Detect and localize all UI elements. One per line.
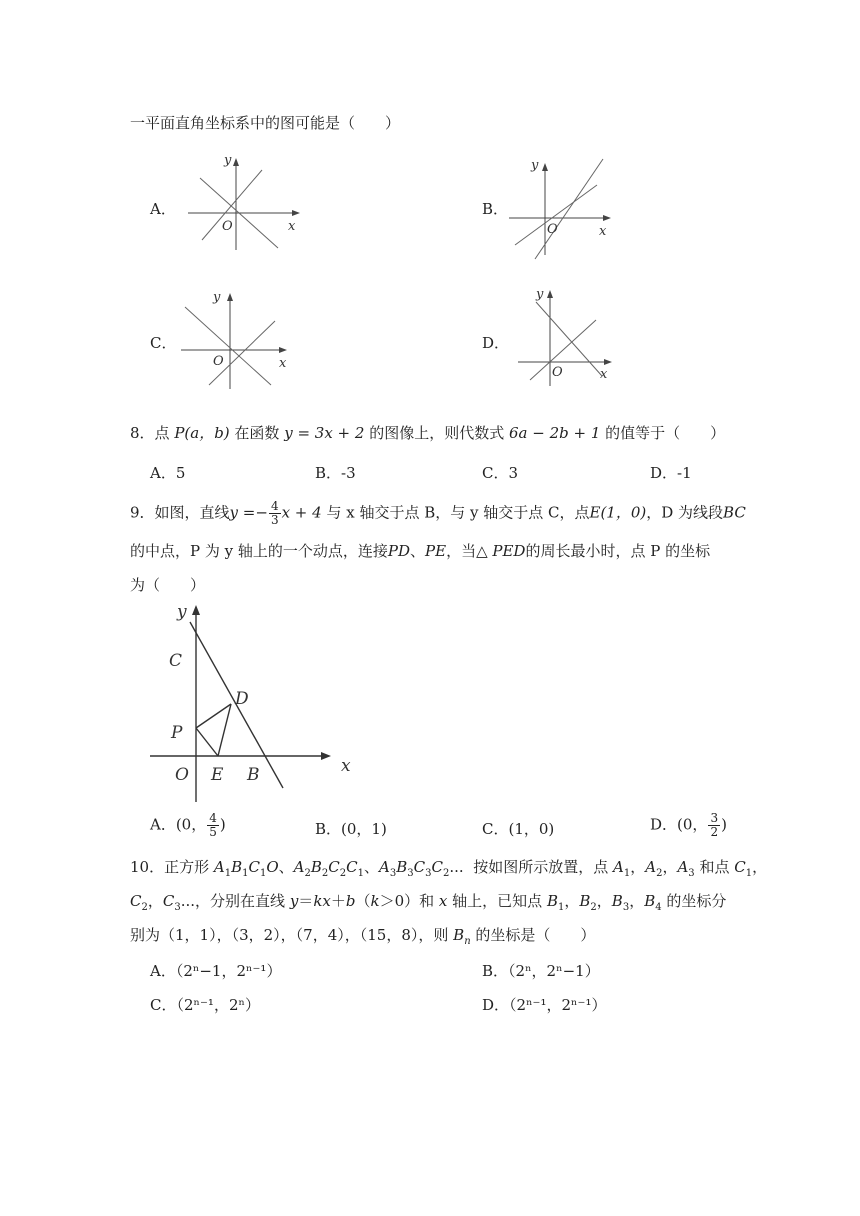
q7-c-y-label: y bbox=[213, 290, 221, 305]
q8-stem: 8．点 P(a，b) 在函数 y = 3x + 2 的图像上，则代数式 6a − 2b + 1 的值等于（ ） bbox=[130, 424, 726, 442]
q9-option-d: D．(0， $\frac{3}{2}$ ) bbox=[650, 811, 727, 839]
q7-option-d-label: D． bbox=[482, 334, 510, 352]
q10-option-b: B．（2ⁿ，2ⁿ−1） bbox=[482, 962, 600, 980]
q8-option-c: C．3 bbox=[482, 464, 519, 482]
q7-graph-a bbox=[180, 150, 310, 255]
q9-label-p: P bbox=[171, 723, 183, 743]
q7-d-x-label: x bbox=[600, 367, 608, 382]
q7-c-origin-label: O bbox=[213, 354, 224, 369]
q8-option-a: A．5 bbox=[150, 464, 186, 482]
q9-line-1: 9．如图，直线y =− $\frac{4}{3}$ x + 4 与 x 轴交于点 B，与 y 轴交于点 C，点E(1，0)，D 为线段BC bbox=[130, 499, 746, 527]
q7-stem: 一平面直角坐标系中的图可能是（ ） bbox=[130, 114, 401, 132]
q10-option-a: A．（2ⁿ−1，2ⁿ⁻¹） bbox=[150, 962, 282, 980]
q9-line-3: 为（ ） bbox=[130, 576, 206, 594]
q9-option-c: C．(1，0) bbox=[482, 820, 555, 838]
q7-a-x-label: x bbox=[288, 219, 296, 234]
q9-line-2: 的中点，P 为 y 轴上的一个动点，连接PD、PE，当△ PED的周长最小时，点 P 的坐标 bbox=[130, 542, 711, 560]
q7-graph-c bbox=[175, 285, 300, 395]
q9-label-y: y bbox=[177, 602, 187, 622]
q9-figure bbox=[145, 600, 360, 805]
q7-c-x-label: x bbox=[279, 356, 287, 371]
q9-fraction: $\frac{4}{3}$ bbox=[270, 499, 279, 527]
q7-option-a-label: A． bbox=[150, 200, 176, 218]
q9-label-x: x bbox=[341, 756, 351, 776]
q7-d-y-label: y bbox=[536, 287, 544, 302]
q7-graph-d bbox=[512, 282, 627, 392]
q7-a-origin-label: O bbox=[222, 219, 233, 234]
q10-line-2: $C_2$，$C_3$...，分别在直线 y＝kx＋b（k＞0）和 x 轴上，已知点 $B_1$，$B_2$，$B_3$，$B_4$ 的坐标分 bbox=[130, 892, 727, 913]
q7-b-origin-label: O bbox=[547, 222, 558, 237]
q7-graph-b bbox=[505, 155, 625, 265]
q7-b-y-label: y bbox=[531, 158, 539, 173]
q7-d-origin-label: O bbox=[552, 365, 563, 380]
q9-option-b: B．(0，1) bbox=[315, 820, 387, 838]
q7-a-y-label: y bbox=[224, 153, 232, 168]
q8-option-d: D．-1 bbox=[650, 464, 692, 482]
q8-option-b: B．-3 bbox=[315, 464, 356, 482]
q9-label-d: D bbox=[235, 689, 249, 709]
q9-option-a: A．(0， $\frac{4}{5}$ ) bbox=[150, 811, 226, 839]
q10-option-d: D．（2ⁿ⁻¹，2ⁿ⁻¹） bbox=[482, 996, 607, 1014]
q10-line-3: 别为（1，1），（3，2），（7，4），（15，8），则 $B_n$ 的坐标是（ ） bbox=[130, 926, 596, 947]
q9-label-b: B bbox=[247, 765, 260, 785]
q7-option-c-label: C． bbox=[150, 334, 177, 352]
q10-line-1: 10．正方形 $A_1B_1C_1O$、$A_2B_2C_2C_1$、$A_3B_3C_3C_2$... 按如图所示放置，点 $A_1$，$A_2$，$A_3$ 和点 $C_1$， bbox=[130, 858, 768, 879]
q10-option-c: C．（2ⁿ⁻¹，2ⁿ） bbox=[150, 996, 260, 1014]
q7-option-b-label: B． bbox=[482, 200, 509, 218]
q9-label-e: E bbox=[211, 765, 224, 785]
q9-label-o: O bbox=[175, 765, 189, 785]
q9-label-c: C bbox=[169, 651, 183, 671]
q7-b-x-label: x bbox=[599, 224, 607, 239]
